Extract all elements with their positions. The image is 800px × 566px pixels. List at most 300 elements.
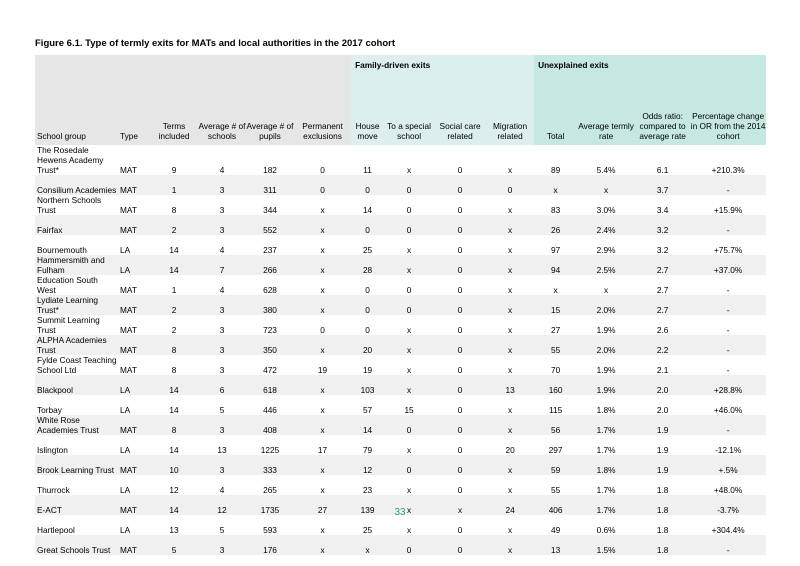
table-cell: 0 bbox=[457, 245, 463, 255]
table-cell: 0.6% bbox=[596, 525, 616, 535]
table-cell: 6.1 bbox=[656, 165, 669, 175]
table-cell: 56 bbox=[550, 425, 561, 435]
table-cell: 4 bbox=[219, 285, 225, 295]
table-cell: 0 bbox=[457, 345, 463, 355]
table-cell: 23 bbox=[362, 485, 373, 495]
school-group-cell: E-ACT bbox=[37, 505, 62, 515]
table-cell: 0 bbox=[457, 385, 463, 395]
table-cell: 333 bbox=[263, 465, 277, 475]
table-cell: 2.4% bbox=[596, 225, 616, 235]
column-header: House move bbox=[351, 75, 384, 145]
table-cell: LA bbox=[120, 245, 131, 255]
school-group-cell: Great Schools Trust bbox=[37, 545, 111, 555]
table-cell: 0 bbox=[320, 185, 325, 195]
table-cell: - bbox=[726, 545, 730, 555]
table-cell: x bbox=[508, 245, 513, 255]
table-cell: x bbox=[320, 305, 325, 315]
page-number: 33 bbox=[394, 507, 406, 518]
table-cell: - bbox=[726, 345, 730, 355]
table-cell: x bbox=[406, 505, 412, 515]
table-cell: MAT bbox=[120, 205, 137, 215]
table-cell: 26 bbox=[550, 225, 561, 235]
table-cell: 0 bbox=[406, 205, 412, 215]
table-cell: x bbox=[406, 165, 412, 175]
table-cell: +48.0% bbox=[713, 485, 743, 495]
table-cell: MAT bbox=[120, 345, 137, 355]
table-cell: x bbox=[508, 365, 513, 375]
table-cell: MAT bbox=[120, 365, 137, 375]
table-cell: +304.4% bbox=[711, 525, 745, 535]
table-cell: +75.7% bbox=[713, 245, 743, 255]
table-cell: 0 bbox=[457, 325, 463, 335]
table-cell: MAT bbox=[120, 165, 137, 175]
table-cell: +37.0% bbox=[713, 265, 743, 275]
table-cell: 552 bbox=[263, 225, 277, 235]
table-cell: 3 bbox=[219, 365, 225, 375]
table-row bbox=[35, 295, 766, 315]
table-cell: x bbox=[508, 285, 513, 295]
table-cell: x bbox=[320, 485, 325, 495]
table-cell: x bbox=[508, 525, 513, 535]
table-cell: 97 bbox=[550, 245, 561, 255]
table-cell: 12 bbox=[217, 505, 227, 515]
table-cell: 1.9 bbox=[656, 465, 669, 475]
school-group-cell: Education South West bbox=[37, 275, 98, 295]
table-cell: 3 bbox=[219, 305, 225, 315]
table-row bbox=[35, 375, 766, 395]
table-cell: - bbox=[726, 365, 730, 375]
table-cell: 14 bbox=[169, 445, 179, 455]
table-cell: x bbox=[457, 505, 463, 515]
table-cell: 5 bbox=[171, 545, 177, 555]
table-cell: 0 bbox=[457, 365, 463, 375]
table-cell: 10 bbox=[169, 465, 179, 475]
table-cell: - bbox=[726, 325, 730, 335]
table-cell: 0 bbox=[406, 285, 412, 295]
table-cell: 9 bbox=[171, 165, 177, 175]
table-cell: 628 bbox=[263, 285, 277, 295]
table-cell: 1.8% bbox=[596, 405, 616, 415]
column-header: Total bbox=[534, 75, 577, 145]
table-cell: 1.8 bbox=[656, 545, 669, 555]
table-cell: 0 bbox=[365, 185, 370, 195]
column-header: Average # of pupils bbox=[246, 75, 294, 145]
table-cell: 0 bbox=[406, 465, 412, 475]
table-cell: x bbox=[320, 285, 325, 295]
table-row bbox=[35, 415, 766, 435]
table-cell: 2 bbox=[171, 305, 177, 315]
table-cell: 2.7 bbox=[656, 265, 669, 275]
table-cell: x bbox=[320, 265, 325, 275]
table-row bbox=[35, 215, 766, 235]
table-cell: 3 bbox=[219, 545, 225, 555]
table-cell: 2.0% bbox=[596, 345, 616, 355]
table-cell: 14 bbox=[169, 385, 179, 395]
table-cell: MAT bbox=[120, 305, 137, 315]
table-cell: +46.0% bbox=[713, 405, 743, 415]
table-cell: x bbox=[604, 185, 609, 195]
table-cell: x bbox=[320, 345, 325, 355]
table-cell: 265 bbox=[263, 485, 277, 495]
table-cell: 55 bbox=[550, 345, 561, 355]
school-group-cell: Fairfax bbox=[37, 225, 63, 235]
table-cell: 8 bbox=[171, 365, 177, 375]
table-cell: 19 bbox=[317, 365, 328, 375]
table-cell: x bbox=[508, 165, 513, 175]
group-header-blank bbox=[35, 55, 351, 75]
table-cell: 472 bbox=[263, 365, 277, 375]
table-cell: x bbox=[365, 545, 370, 555]
table-cell: x bbox=[406, 345, 412, 355]
group-header-family: Family-driven exits bbox=[351, 55, 534, 75]
school-group-cell: Hammersmith and Fulham bbox=[37, 255, 105, 275]
table-cell: 27 bbox=[550, 325, 561, 335]
table-cell: 182 bbox=[263, 165, 277, 175]
table-cell: 2.0% bbox=[596, 305, 616, 315]
table-cell: 237 bbox=[263, 245, 277, 255]
table-row bbox=[35, 255, 766, 275]
table-cell: 0 bbox=[320, 165, 325, 175]
table-cell: 1.8% bbox=[596, 465, 616, 475]
table-cell: 3.2 bbox=[656, 225, 669, 235]
table-cell: 0 bbox=[320, 325, 325, 335]
table-cell: 12 bbox=[362, 465, 373, 475]
table-cell: x bbox=[553, 185, 558, 195]
table-cell: - bbox=[726, 225, 730, 235]
table-cell: 8 bbox=[171, 345, 177, 355]
table-cell: x bbox=[508, 405, 513, 415]
table-cell: 28 bbox=[362, 265, 373, 275]
table-cell: 618 bbox=[263, 385, 277, 395]
table-cell: 311 bbox=[263, 185, 277, 195]
table-row bbox=[35, 195, 766, 215]
table-cell: 0 bbox=[457, 405, 463, 415]
table-cell: 24 bbox=[505, 505, 515, 515]
table-cell: 1.9 bbox=[656, 425, 669, 435]
table-cell: MAT bbox=[120, 425, 137, 435]
table-row bbox=[35, 355, 766, 375]
table-cell: 3.7 bbox=[656, 185, 669, 195]
table-cell: 3 bbox=[219, 345, 225, 355]
table-cell: 0 bbox=[365, 285, 370, 295]
table-cell: 408 bbox=[263, 425, 277, 435]
table-cell: 1.9% bbox=[596, 325, 616, 335]
table-cell: 79 bbox=[362, 445, 373, 455]
school-group-cell: ALPHA Academies Trust bbox=[37, 335, 107, 355]
table-cell: LA bbox=[120, 485, 131, 495]
table-cell: 0 bbox=[365, 305, 370, 315]
table-cell: MAT bbox=[120, 465, 137, 475]
table-cell: 0 bbox=[457, 285, 463, 295]
table-cell: 94 bbox=[550, 265, 561, 275]
table-cell: 139 bbox=[360, 505, 375, 515]
table-cell: 13 bbox=[550, 545, 561, 555]
table-cell: LA bbox=[120, 405, 131, 415]
table-cell: x bbox=[406, 245, 412, 255]
table-cell: 13 bbox=[505, 385, 515, 395]
table-cell: 0 bbox=[457, 165, 463, 175]
table-cell: 0 bbox=[457, 465, 463, 475]
table-cell: +28.8% bbox=[713, 385, 743, 395]
table-cell: 17 bbox=[317, 445, 328, 455]
table-cell: -3.7% bbox=[717, 505, 739, 515]
table-cell: 14 bbox=[169, 405, 179, 415]
table-cell: 1.8 bbox=[656, 525, 669, 535]
table-cell: 3.2 bbox=[656, 245, 669, 255]
table-cell: 15 bbox=[404, 405, 414, 415]
figure-caption: Figure 6.1. Type of termly exits for MATs and local authorities in the 2017 cohort bbox=[35, 38, 396, 49]
table-cell: 0 bbox=[457, 525, 463, 535]
school-group-cell: Summit Learning Trust bbox=[37, 315, 100, 335]
table-cell: 13 bbox=[169, 525, 179, 535]
table-cell: x bbox=[604, 285, 609, 295]
table-body bbox=[35, 145, 766, 555]
table-cell: 406 bbox=[548, 505, 563, 515]
table-cell: x bbox=[406, 385, 412, 395]
table-cell: x bbox=[508, 325, 513, 335]
table-cell: x bbox=[320, 225, 325, 235]
table-cell: x bbox=[508, 425, 513, 435]
table-row bbox=[35, 435, 766, 455]
table-cell: 115 bbox=[548, 405, 563, 415]
table-cell: +210.3% bbox=[711, 165, 745, 175]
table-cell: 0 bbox=[406, 305, 412, 315]
table-cell: 1.8 bbox=[656, 485, 669, 495]
table-cell: 4 bbox=[219, 165, 225, 175]
table-cell: 8 bbox=[171, 205, 177, 215]
table-cell: 3.0% bbox=[596, 205, 616, 215]
school-group-cell: Blackpool bbox=[37, 385, 73, 395]
table-cell: 83 bbox=[550, 205, 561, 215]
table-row bbox=[35, 145, 766, 175]
table-cell: x bbox=[406, 485, 412, 495]
column-header: Social care related bbox=[434, 75, 486, 145]
table-cell: LA bbox=[120, 385, 131, 395]
school-group-cell: Lydiate Learning Trust* bbox=[37, 295, 99, 315]
school-group-cell: Consilium Academies bbox=[37, 185, 117, 195]
table-cell: MAT bbox=[120, 325, 137, 335]
table-cell: LA bbox=[120, 525, 131, 535]
table-cell: 15 bbox=[550, 305, 561, 315]
column-header: Permanent exclusions bbox=[294, 75, 351, 145]
column-header: To a special school bbox=[384, 75, 434, 145]
table-cell: - bbox=[726, 425, 730, 435]
table-cell: 0 bbox=[365, 325, 370, 335]
table-cell: x bbox=[406, 265, 412, 275]
table-cell: 1.8 bbox=[656, 505, 669, 515]
table-cell: 2.9% bbox=[596, 245, 616, 255]
table-cell: 0 bbox=[507, 185, 513, 195]
column-header: Type bbox=[118, 75, 150, 145]
table-cell: 59 bbox=[550, 465, 561, 475]
table-cell: 57 bbox=[362, 405, 373, 415]
table-cell: 1.5% bbox=[596, 545, 616, 555]
table-cell: x bbox=[406, 445, 412, 455]
school-group-cell: Islington bbox=[37, 445, 68, 455]
table-cell: LA bbox=[120, 265, 131, 275]
table-cell: - bbox=[726, 285, 730, 295]
table-cell: x bbox=[553, 285, 558, 295]
table-cell: x bbox=[320, 545, 325, 555]
table-row bbox=[35, 175, 766, 195]
table-cell: 0 bbox=[457, 225, 463, 235]
school-group-cell: Hartlepool bbox=[37, 525, 75, 535]
table-row bbox=[35, 335, 766, 355]
table-cell: +15.9% bbox=[713, 205, 743, 215]
table-cell: 3 bbox=[219, 225, 225, 235]
table-cell: 2.6 bbox=[656, 325, 669, 335]
table-cell: 2.7 bbox=[656, 285, 669, 295]
table-cell: 2.0 bbox=[656, 385, 669, 395]
table-cell: 0 bbox=[457, 445, 463, 455]
table-cell: 3.4 bbox=[656, 205, 669, 215]
table-cell: 0 bbox=[406, 425, 412, 435]
table-cell: 14 bbox=[169, 265, 179, 275]
table-cell: 1.7% bbox=[596, 425, 616, 435]
table-cell: MAT bbox=[120, 185, 137, 195]
column-header: Odds ratio: compared to average rate bbox=[635, 75, 690, 145]
table-cell: 12 bbox=[169, 485, 179, 495]
table-cell: 1 bbox=[171, 185, 177, 195]
table-cell: x bbox=[508, 545, 513, 555]
table-cell: 14 bbox=[362, 425, 373, 435]
table-row bbox=[35, 395, 766, 415]
table-cell: x bbox=[508, 225, 513, 235]
table-cell: MAT bbox=[120, 285, 137, 295]
table-cell: 14 bbox=[362, 205, 373, 215]
table-cell: 6 bbox=[219, 385, 225, 395]
column-header: Percentage change in OR from the 2014 cohort bbox=[690, 75, 766, 145]
table-cell: 350 bbox=[263, 345, 277, 355]
column-header: School group bbox=[35, 75, 118, 145]
table-cell: 4 bbox=[219, 485, 225, 495]
table-cell: 19 bbox=[362, 365, 373, 375]
table-cell: 2.2 bbox=[656, 345, 669, 355]
column-header: Terms included bbox=[150, 75, 198, 145]
table-cell: 25 bbox=[362, 245, 373, 255]
table-cell: 0 bbox=[457, 485, 463, 495]
school-group-cell: Bournemouth bbox=[37, 245, 87, 255]
table-row bbox=[35, 535, 766, 555]
table-cell: 1 bbox=[171, 285, 177, 295]
table-cell: 3 bbox=[219, 465, 225, 475]
table-row bbox=[35, 515, 766, 535]
group-header-row bbox=[35, 55, 766, 75]
table-cell: 2.5% bbox=[596, 265, 616, 275]
table-cell: 3 bbox=[219, 425, 225, 435]
table-cell: 11 bbox=[363, 165, 372, 175]
table-cell: 13 bbox=[217, 445, 227, 455]
table-cell: 0 bbox=[457, 425, 463, 435]
table-cell: 7 bbox=[219, 265, 225, 275]
table-cell: x bbox=[320, 525, 325, 535]
column-header: Migration related bbox=[486, 75, 534, 145]
table-cell: 1.7% bbox=[596, 505, 616, 515]
school-group-cell: Northern Schools Trust bbox=[37, 195, 102, 215]
table-cell: 0 bbox=[457, 205, 463, 215]
table-cell: x bbox=[508, 205, 513, 215]
table-cell: 103 bbox=[360, 385, 375, 395]
table-cell: 2 bbox=[171, 225, 177, 235]
table-cell: 14 bbox=[169, 505, 179, 515]
table-cell: 49 bbox=[550, 525, 561, 535]
table-cell: 20 bbox=[362, 345, 373, 355]
table-cell: x bbox=[320, 245, 325, 255]
column-header: Average # of schools bbox=[198, 75, 246, 145]
table-cell: x bbox=[320, 405, 325, 415]
school-group-cell: Torbay bbox=[37, 405, 62, 415]
table-cell: 70 bbox=[550, 365, 561, 375]
table-cell: x bbox=[320, 425, 325, 435]
table-cell: x bbox=[508, 345, 513, 355]
table-cell: 297 bbox=[548, 445, 563, 455]
table-cell: x bbox=[406, 365, 412, 375]
table-cell: LA bbox=[120, 445, 131, 455]
table-cell: 0 bbox=[365, 225, 370, 235]
school-group-cell: Brook Learning Trust bbox=[37, 465, 115, 475]
table-cell: 344 bbox=[263, 205, 277, 215]
table-cell: x bbox=[508, 265, 513, 275]
table-cell: 176 bbox=[263, 545, 277, 555]
school-group-cell: Fylde Coast Teaching School Ltd bbox=[37, 355, 117, 375]
table-cell: 4 bbox=[219, 245, 225, 255]
column-header: Average termly rate bbox=[577, 75, 635, 145]
table-cell: x bbox=[320, 465, 325, 475]
table-cell: 0 bbox=[457, 305, 463, 315]
school-group-cell: The Rosedale Hewens Academy Trust* bbox=[37, 145, 104, 175]
table-cell: 0 bbox=[457, 545, 463, 555]
table-cell: - bbox=[726, 305, 730, 315]
table-row bbox=[35, 455, 766, 475]
table-cell: 5 bbox=[219, 405, 225, 415]
table-cell: 1735 bbox=[260, 505, 280, 515]
table-cell: 27 bbox=[317, 505, 328, 515]
table-cell: 446 bbox=[263, 405, 277, 415]
table-cell: 20 bbox=[505, 445, 515, 455]
table-cell: 8 bbox=[171, 425, 177, 435]
table-cell: MAT bbox=[120, 225, 137, 235]
table-cell: x bbox=[406, 525, 412, 535]
table-cell: 1.9% bbox=[596, 385, 616, 395]
table-cell: 14 bbox=[169, 245, 179, 255]
table-cell: x bbox=[406, 325, 412, 335]
column-header-row bbox=[35, 75, 766, 145]
table-cell: 55 bbox=[550, 485, 561, 495]
table-cell: 2.1 bbox=[656, 365, 669, 375]
table-cell: 5.4% bbox=[596, 165, 616, 175]
table-cell: 25 bbox=[362, 525, 373, 535]
table-cell: 0 bbox=[406, 545, 412, 555]
table-cell: 1225 bbox=[260, 445, 280, 455]
table-cell: +.5% bbox=[718, 465, 738, 475]
table-cell: 160 bbox=[548, 385, 563, 395]
table-cell: x bbox=[320, 385, 325, 395]
table-cell: 5 bbox=[219, 525, 225, 535]
school-group-cell: Thurrock bbox=[37, 485, 70, 495]
table-cell: x bbox=[508, 305, 513, 315]
table-cell: 89 bbox=[550, 165, 561, 175]
table-cell: 723 bbox=[263, 325, 277, 335]
group-header-unexplained: Unexplained exits bbox=[534, 55, 766, 75]
table-cell: 3 bbox=[219, 185, 225, 195]
table-cell: 2 bbox=[171, 325, 177, 335]
table-cell: 3 bbox=[219, 325, 225, 335]
table-cell: 1.9% bbox=[596, 365, 616, 375]
table-row bbox=[35, 275, 766, 295]
table-cell: -12.1% bbox=[714, 445, 742, 455]
table-cell: 266 bbox=[263, 265, 277, 275]
table-cell: 2.7 bbox=[656, 305, 669, 315]
